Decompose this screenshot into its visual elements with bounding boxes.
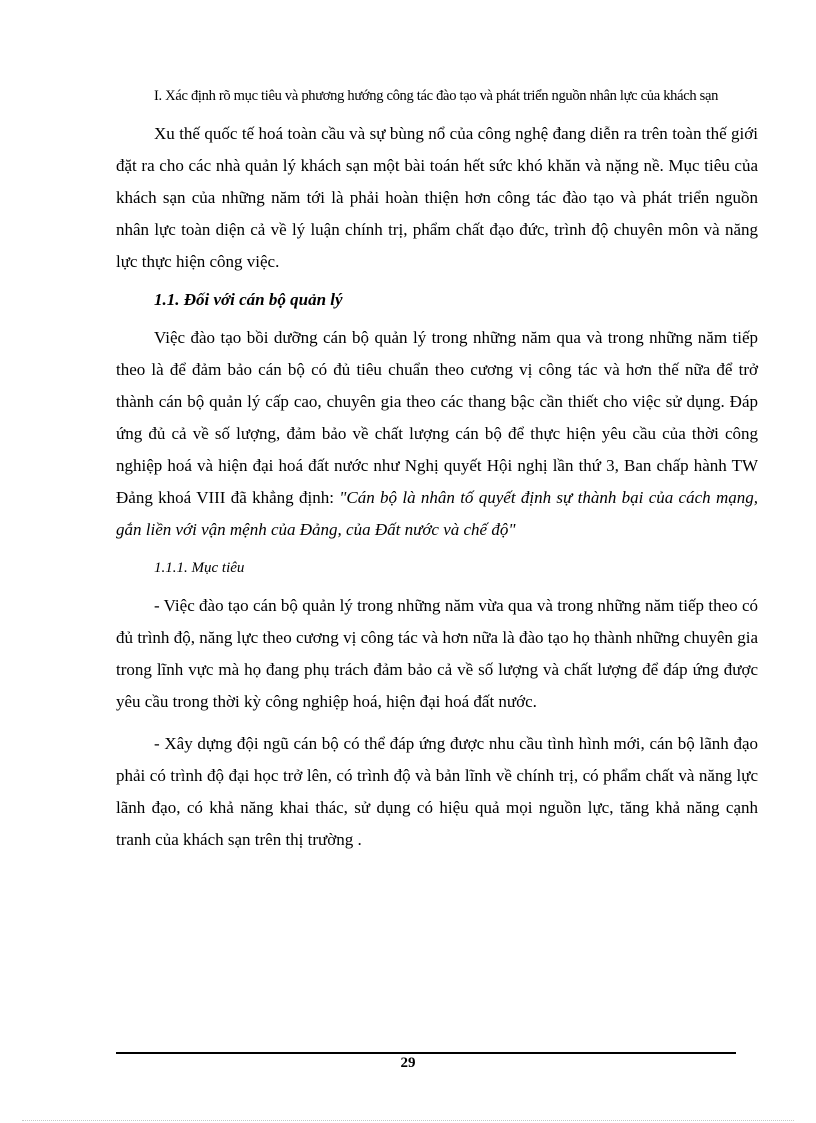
paragraph-managers-quote: "Cán bộ là nhân tố quyết định sự thành bại của cách mạng, gắn liền với vận mệnh của Đảng, của Đất nước và chế độ" xyxy=(116,488,758,539)
paragraph-intro: Xu thế quốc tế hoá toàn cầu và sự bùng nổ của công nghệ đang diễn ra trên toàn thế giới đặt ra cho các nhà quản lý khách sạn một bài toán hết sức khó khăn và nặng nề. Mục tiêu của khách sạn của những năm tới là phải hoàn thiện hơn công tác đào tạo và phát triển nguồn nhân lực toàn diện cả về lý luận chính trị, phẩm chất đạo đức, trình độ chuyên môn và năng lực thực hiện công việc. xyxy=(116,124,758,271)
page-content xyxy=(116,80,758,856)
section-heading: I. Xác định rõ mục tiêu và phương hướng công tác đào tạo và phát triển nguồn nhân lực của khách sạn xyxy=(154,88,719,104)
page-edge-dots xyxy=(22,1120,794,1121)
bullet-item-2: - Xây dựng đội ngũ cán bộ có thể đáp ứng được nhu cầu tình hình mới, cán bộ lãnh đạo phải có trình độ đại học trở lên, có trình độ và bản lĩnh về chính trị, có phẩm chất và năng lực lãnh đạo, có khả năng khai thác, sử dụng có hiệu quả mọi nguồn lực, tăng khả năng cạnh tranh của khách sạn trên thị trường . xyxy=(116,734,758,849)
bullet-item-1: - Việc đào tạo cán bộ quản lý trong những năm vừa qua và trong những năm tiếp theo có đủ trình độ, năng lực theo cương vị công tác và hơn nữa là đào tạo họ thành những chuyên gia trong lĩnh vực mà họ đang phụ trách đảm bảo cả về số lượng và chất lượng để đáp ứng được yêu cầu trong thời kỳ công nghiệp hoá, hiện đại hoá đất nước. xyxy=(116,596,758,711)
paragraph-managers xyxy=(116,322,758,546)
subheading-objectives: 1.1.1. Mục tiêu xyxy=(154,560,245,576)
footer-rule xyxy=(116,1052,736,1054)
page-number: 29 xyxy=(400,1055,416,1071)
subheading-managers: 1.1. Đối với cán bộ quản lý xyxy=(154,290,343,309)
paragraph-managers-text: Việc đào tạo bồi dưỡng cán bộ quản lý trong những năm qua và trong những năm tiếp theo là để đảm bảo cán bộ có đủ tiêu chuẩn theo cương vị công tác và hơn thế nữa để trở thành cán bộ quản lý cấp cao, chuyên gia theo các thang bậc cần thiết cho việc sử dụng. Đáp ứng đủ cả về số lượng, đảm bảo về chất lượng cán bộ để thực hiện yêu cầu của thời công nghiệp hoá và hiện đại hoá đất nước như Nghị quyết Hội nghị lần thứ 3, Ban chấp hành TW Đảng khoá VIII đã khẳng định: xyxy=(116,328,758,507)
